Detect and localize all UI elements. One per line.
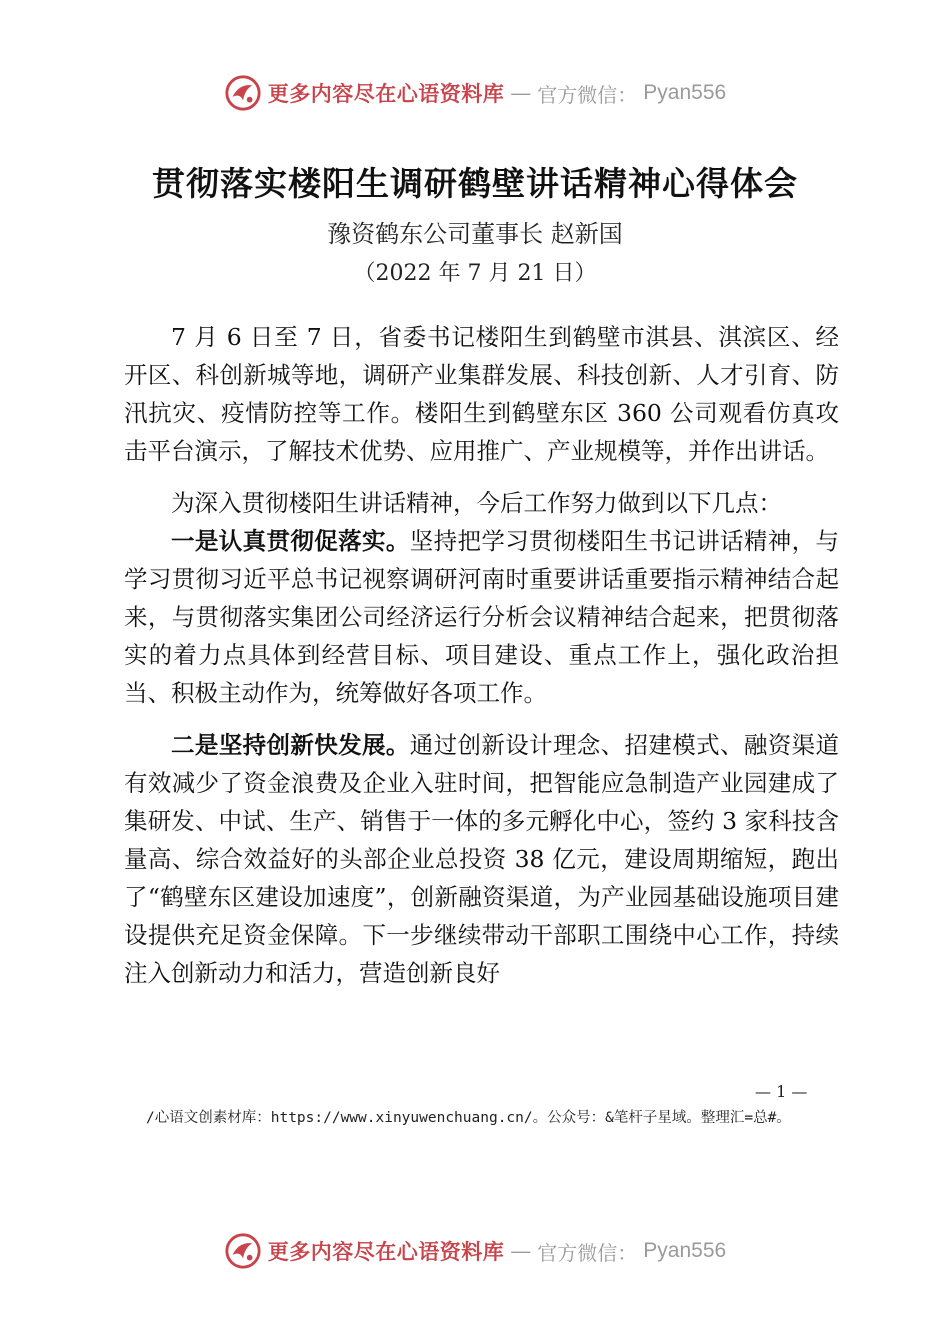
point-two-text: 通过创新设计理念、招建模式、融资渠道有效减少了资金浪费及企业入驻时间，把智能应急制造产业园建成了集研发、中试、生产、销售于一体的多元孵化中心，签约 3 家科技含量高、综合效益好的头部企业总投资 38 亿元，建设周期缩短，跑出了“鹤壁东区建设加速度”，创新融资渠道，为产业园基础设施项目建设提供充足资金保障。下一步继续带动干部职工围绕中心工作，持续注入创新动力和活力，营造创新良好 [124, 731, 840, 987]
watermark-header [0, 70, 950, 116]
watermark-wechat-label: 官方微信： [537, 82, 638, 107]
document-body [124, 318, 839, 992]
paragraph-transition: 为深入贯彻楼阳生讲话精神，今后工作努力做到以下几点： [171, 489, 782, 517]
document-date: （2022 年 7 月 21 日） [353, 261, 597, 286]
document-author: 豫资鹤东公司董事长 赵新国 [327, 220, 623, 248]
page-number: — 1 — [755, 1082, 808, 1101]
brand-logo-icon [224, 74, 262, 112]
watermark-footer [0, 1228, 950, 1274]
point-one-heading: 一是认真贯彻促落实。 [171, 527, 410, 555]
document-title: 贯彻落实楼阳生调研鹤壁讲话精神心得体会 [152, 164, 798, 203]
point-two-heading: 二是坚持创新快发展。 [171, 731, 410, 759]
watermark-wechat-id: Pyan556 [643, 81, 727, 104]
watermark-dash: — [510, 1239, 532, 1263]
watermark-wechat-label: 官方微信： [537, 1240, 638, 1265]
paragraph-point-two [124, 726, 839, 992]
paragraph-point-one [124, 522, 839, 712]
watermark-dash: — [510, 81, 532, 105]
watermark-text: 更多内容尽在心语资料库 [267, 81, 505, 106]
watermark-text: 更多内容尽在心语资料库 [267, 1239, 505, 1264]
paragraph-intro: 7 月 6 日至 7 日，省委书记楼阳生到鹤壁市淇县、淇滨区、经开区、科创新城等地，调研产业集群发展、科技创新、人才引育、防汛抗灾、疫情防控等工作。楼阳生到鹤壁东区 360 公司观看仿真攻击平台演示，了解技术优势、应用推广、产业规模等，并作出讲话。 [124, 323, 839, 465]
watermark-wechat-id: Pyan556 [643, 1239, 727, 1262]
footer-source-note: /心语文创素材库：https://www.xinyuwenchuang.cn/。公众号：&笔杆子星域。整理汇=总#。 [146, 1110, 791, 1126]
brand-logo-icon [224, 1232, 262, 1270]
point-one-text: 坚持把学习贯彻楼阳生书记讲话精神，与学习贯彻习近平总书记视察调研河南时重要讲话重要指示精神结合起来，与贯彻落实集团公司经济运行分析会议精神结合起来，把贯彻落实的着力点具体到经营目标、项目建设、重点工作上，强化政治担当、积极主动作为，统筹做好各项工作。 [124, 527, 840, 707]
